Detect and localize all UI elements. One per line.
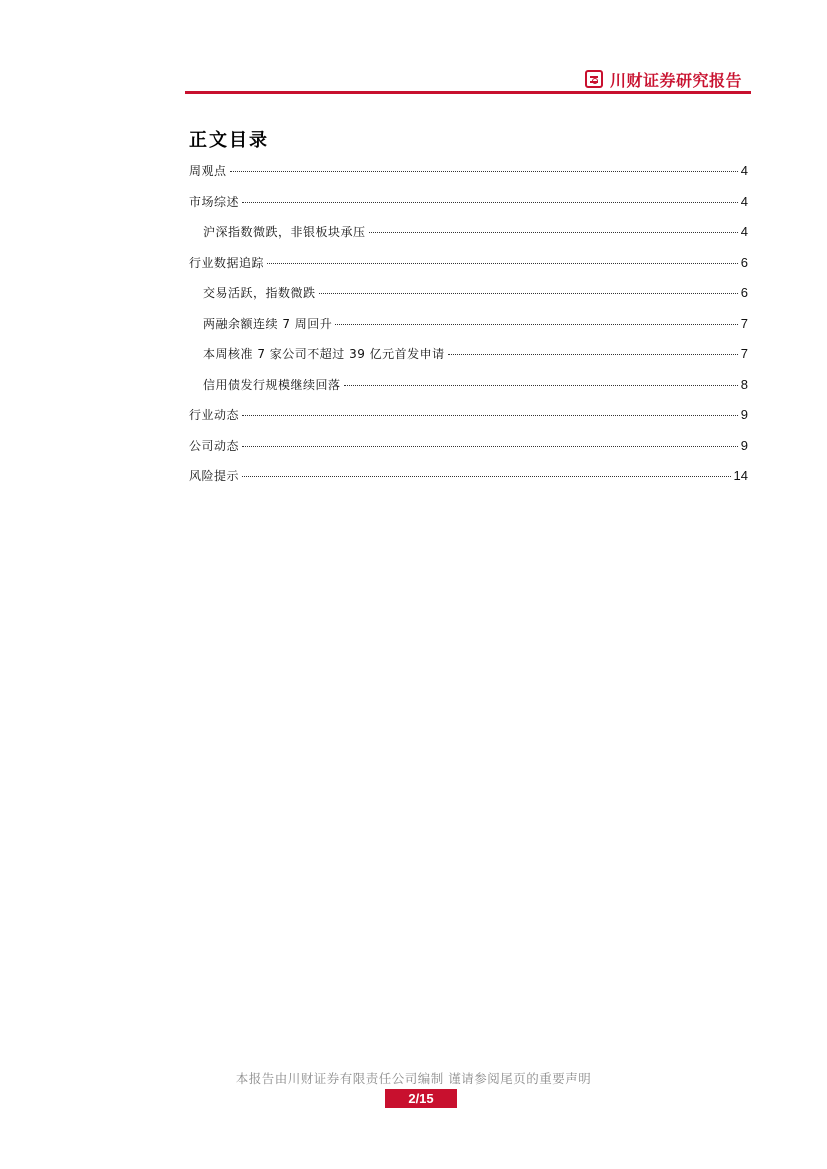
toc-leader-dots (319, 293, 738, 294)
toc-entry-label: 行业数据追踪 (189, 255, 265, 270)
toc-leader-dots (267, 263, 738, 264)
toc-entry-label: 行业动态 (189, 408, 240, 422)
toc-leader-dots (242, 476, 731, 477)
chuancai-logo-icon (585, 70, 603, 88)
toc-entry-page: 9 (740, 407, 748, 422)
header-brand (585, 68, 751, 90)
toc-entry-page: 8 (740, 376, 748, 392)
toc-entry[interactable] (189, 193, 748, 224)
toc-entry-page: 6 (740, 285, 748, 300)
toc-entry-page: 7 (740, 346, 748, 361)
toc-entry-page: 4 (740, 224, 748, 239)
brand-title: 川财证券研究报告 (610, 70, 743, 90)
toc-entry-label: 本周核准 7 家公司不超过 39 亿元首发申请 (203, 347, 445, 361)
toc-entry[interactable] (189, 437, 748, 468)
toc-entry-page: 6 (740, 254, 748, 270)
toc-entry-label: 风险提示 (189, 469, 240, 483)
toc-entry-page: 9 (740, 437, 748, 453)
page-indicator: 2/15 (385, 1089, 457, 1108)
toc-leader-dots (448, 354, 738, 355)
header-rule (185, 91, 751, 94)
toc-subentry[interactable] (189, 345, 748, 376)
toc-entry-page: 7 (740, 315, 748, 331)
toc-entry-label: 信用债发行规模继续回落 (203, 377, 341, 392)
toc-entry[interactable] (189, 467, 748, 498)
toc-leader-dots (335, 324, 738, 325)
toc-leader-dots (230, 171, 738, 172)
toc-entry[interactable] (189, 162, 748, 193)
toc-entry-label: 市场综述 (189, 194, 240, 209)
footer-disclaimer: 本报告由川财证券有限责任公司编制 谨请参阅尾页的重要声明 (235, 1071, 592, 1086)
toc-entry-page: 14 (733, 468, 748, 483)
toc-leader-dots (242, 415, 738, 416)
toc-title: 正文目录 (189, 130, 269, 151)
toc-entry-label: 公司动态 (189, 438, 240, 453)
toc-entry-label: 沪深指数微跌，非银板块承压 (203, 225, 366, 239)
toc-entry[interactable] (189, 254, 748, 285)
toc-entry-label: 周观点 (189, 164, 227, 178)
toc-entry-page: 4 (740, 193, 748, 209)
toc-subentry[interactable] (189, 376, 748, 407)
toc-leader-dots (242, 446, 738, 447)
toc-entry-page: 4 (740, 163, 748, 178)
toc-subentry[interactable] (189, 315, 748, 346)
toc-leader-dots (344, 385, 738, 386)
toc-entry-label: 两融余额连续 7 周回升 (203, 316, 333, 331)
toc-leader-dots (369, 232, 738, 233)
toc-leader-dots (242, 202, 738, 203)
toc-entry-label: 交易活跃，指数微跌 (203, 286, 316, 300)
toc-subentry[interactable] (189, 223, 748, 254)
table-of-contents (189, 162, 748, 498)
toc-subentry[interactable] (189, 284, 748, 315)
toc-entry[interactable] (189, 406, 748, 437)
